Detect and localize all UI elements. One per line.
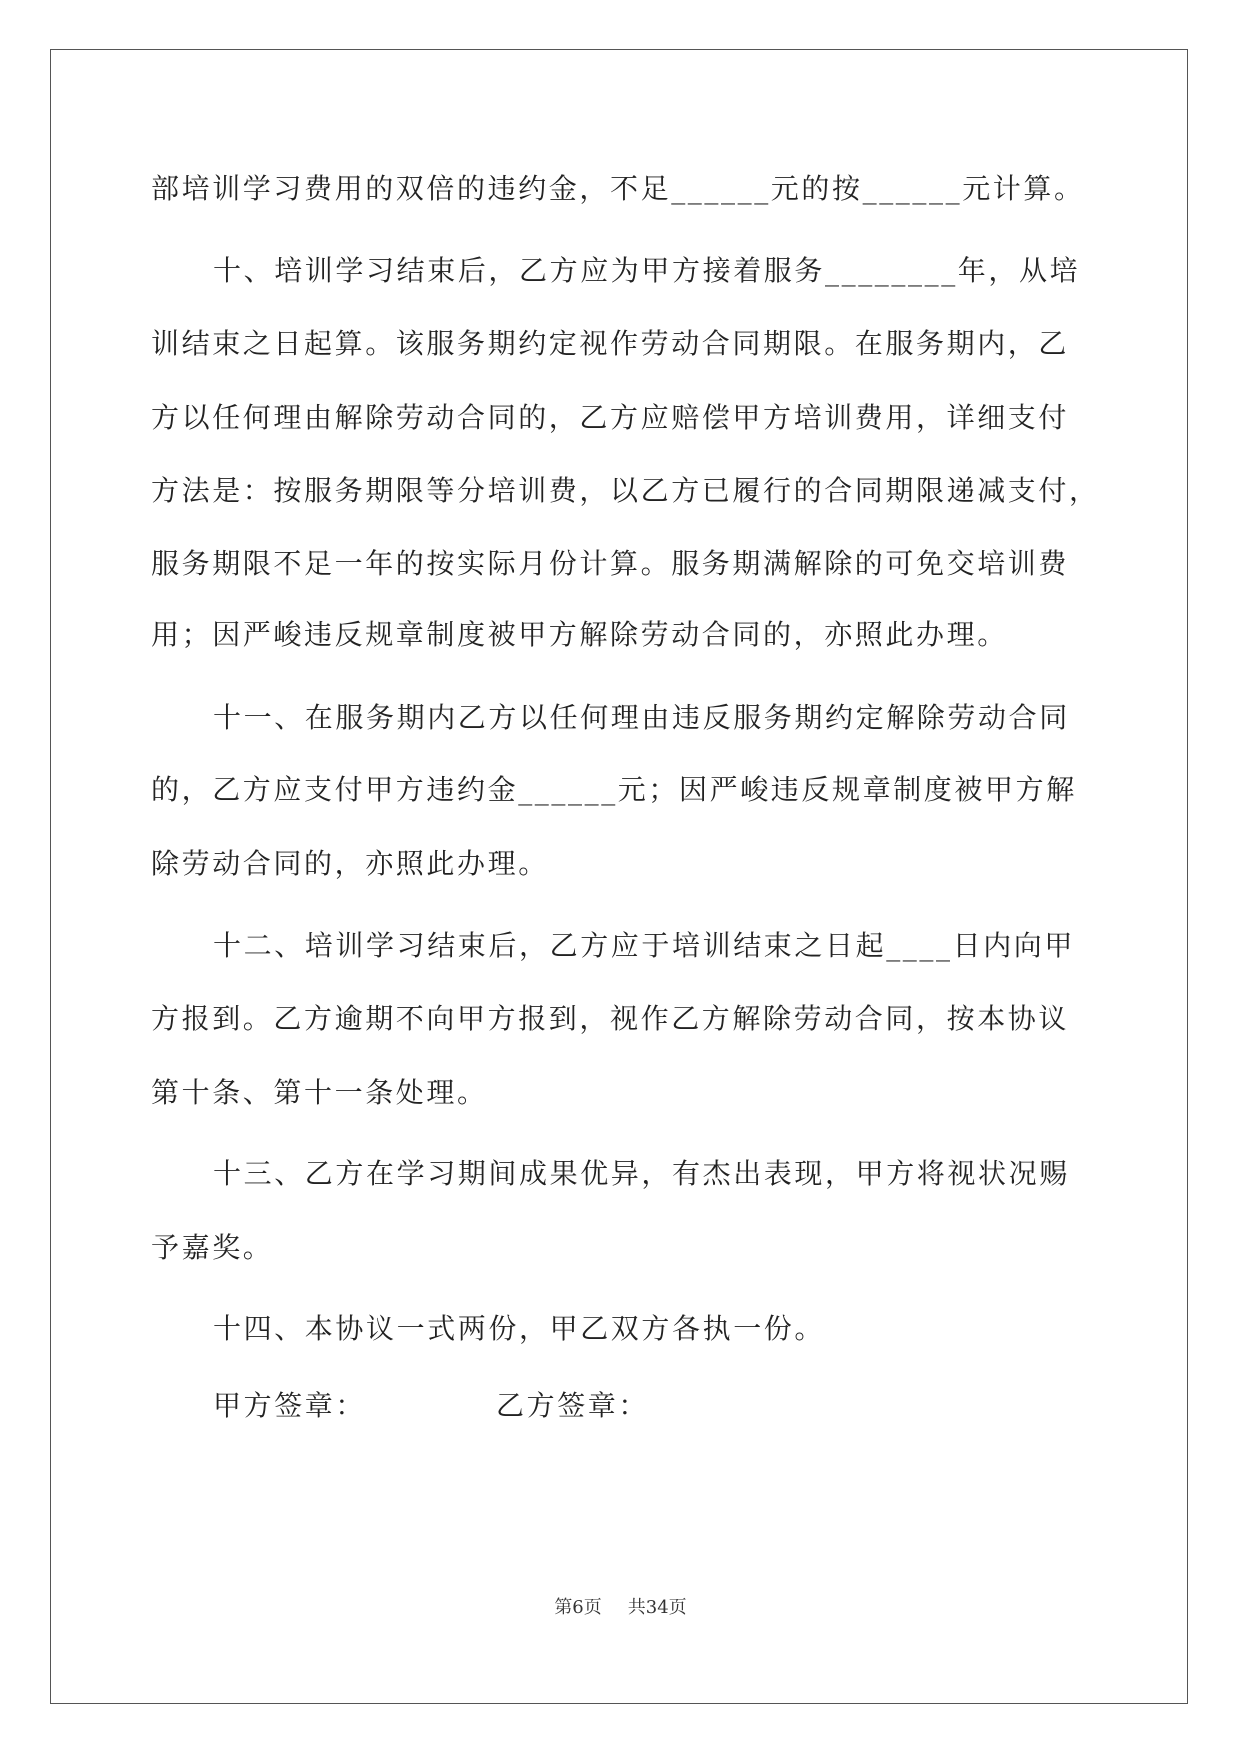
clause-13-line: 十三、乙方在学习期间成果优异，有杰出表现，甲方将视状况赐: [213, 1157, 1070, 1190]
text-line: 的，乙方应支付甲方违约金______元；因严峻违反规章制度被甲方解: [151, 773, 1077, 806]
text-line: 方法是：按服务期限等分培训费，以乙方已履行的合同期限递减支付，: [151, 474, 1100, 507]
text-line: 方以任何理由解除劳动合同的，乙方应赔偿甲方培训费用，详细支付: [151, 401, 1070, 434]
text-line: 予嘉奖。: [151, 1231, 274, 1264]
text-line: 部培训学习费用的双倍的违约金，不足______元的按______元计算。: [151, 172, 1085, 205]
clause-12-line: 十二、培训学习结束后，乙方应于培训结束之日起____日内向甲: [213, 929, 1076, 962]
clause-14-line: 十四、本协议一式两份，甲乙双方各执一份。: [213, 1312, 826, 1345]
text-line: 方报到。乙方逾期不向甲方报到，视作乙方解除劳动合同，按本协议: [151, 1002, 1070, 1035]
party-b-signature-label: 乙方签章：: [496, 1389, 650, 1422]
text-line: 第十条、第十一条处理。: [151, 1076, 488, 1109]
text-line: 训结束之日起算。该服务期约定视作劳动合同期限。在服务期内，乙: [151, 327, 1070, 360]
clause-10-line: 十、培训学习结束后，乙方应为甲方接着服务________年，从培: [213, 254, 1081, 287]
page-footer: [0, 1593, 1241, 1619]
total-pages: 共34页: [627, 1597, 687, 1618]
text-line: 除劳动合同的，亦照此办理。: [151, 847, 549, 880]
text-line: 服务期限不足一年的按实际月份计算。服务期满解除的可免交培训费: [151, 547, 1070, 580]
clause-11-line: 十一、在服务期内乙方以任何理由违反服务期约定解除劳动合同: [213, 701, 1070, 734]
page-number: 第6页: [554, 1597, 602, 1618]
text-line: 用；因严峻违反规章制度被甲方解除劳动合同的，亦照此办理。: [151, 618, 1008, 651]
party-a-signature-label: 甲方签章：: [213, 1389, 367, 1422]
